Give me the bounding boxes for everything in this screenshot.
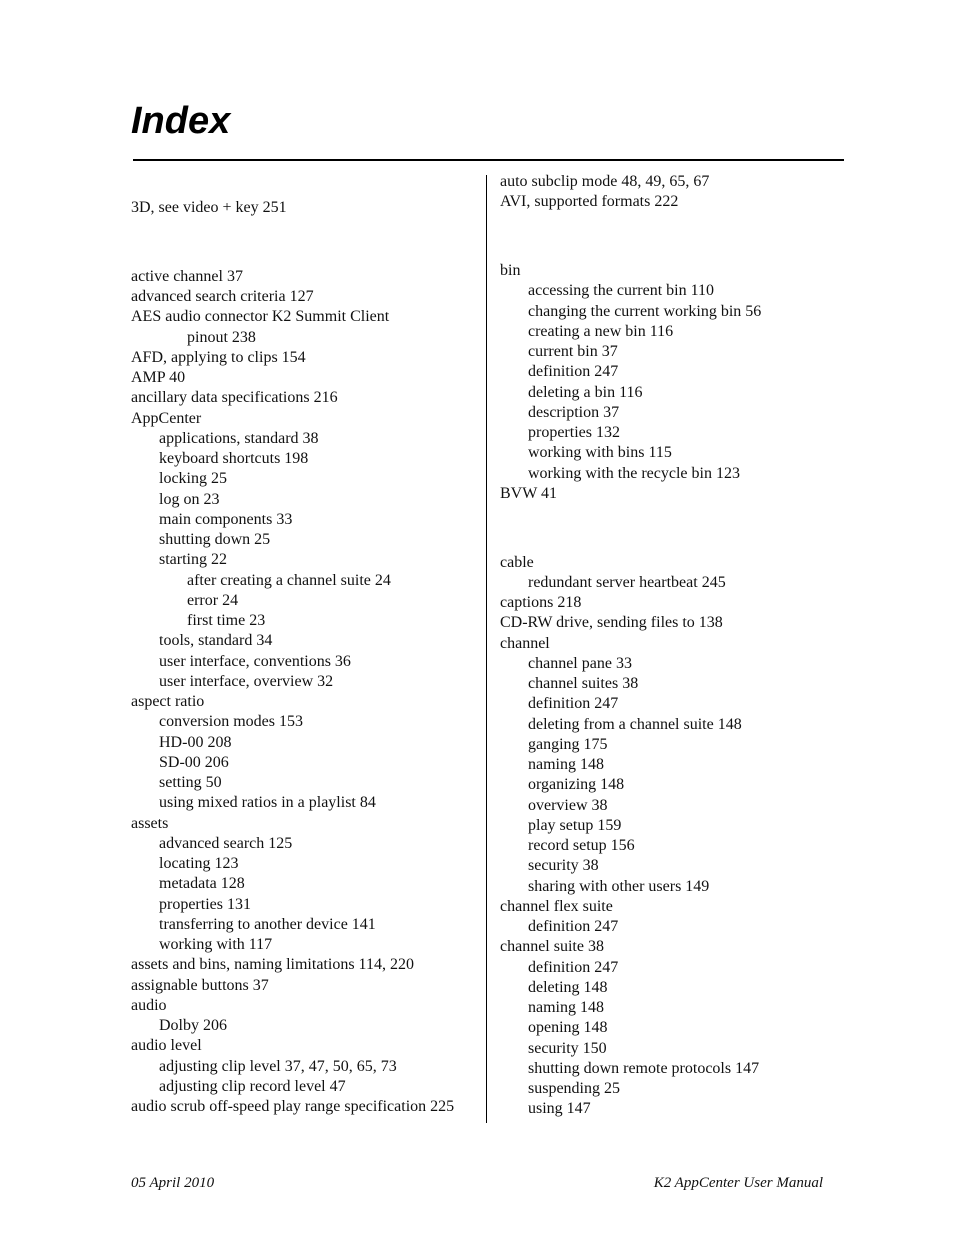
- index-entry: audio: [131, 996, 167, 1014]
- index-entry: assets: [131, 814, 169, 832]
- index-subentry: properties 132: [528, 424, 620, 442]
- index-subentry: properties 131: [159, 895, 251, 913]
- index-subentry: definition 247: [528, 958, 619, 976]
- index-gap: [500, 213, 840, 262]
- index-column-right: [500, 172, 840, 1120]
- index-subentry: locating 123: [159, 855, 239, 873]
- index-subentry: main components 33: [159, 510, 293, 528]
- index-subentry: using 147: [528, 1100, 591, 1118]
- index-entry: assets and bins, naming limitations 114, 220: [131, 956, 414, 974]
- index-entry: captions 218: [500, 594, 582, 612]
- title-rule: [133, 159, 844, 161]
- index-subentry: tools, standard 34: [159, 632, 273, 650]
- index-subentry: suspending 25: [528, 1080, 620, 1098]
- index-entry: advanced search criteria 127: [131, 288, 314, 306]
- index-subentry: working with bins 115: [528, 444, 672, 462]
- index-subentry: adjusting clip level 37, 47, 50, 65, 73: [159, 1057, 397, 1075]
- index-entry: ancillary data specifications 216: [131, 389, 338, 407]
- index-subentry: SD-00 206: [159, 753, 229, 771]
- index-subentry: definition 247: [528, 363, 619, 381]
- index-subentry: opening 148: [528, 1019, 608, 1037]
- index-entry: AES audio connector K2 Summit Client: [131, 308, 390, 326]
- index-entry: assignable buttons 37: [131, 976, 269, 994]
- index-gap: [131, 218, 481, 267]
- footer-manual-title: K2 AppCenter User Manual: [653, 1175, 823, 1191]
- index-subentry: after creating a channel suite 24: [187, 571, 391, 589]
- index-subentry: naming 148: [528, 999, 604, 1017]
- index-subentry: definition 247: [528, 918, 619, 936]
- index-subentry: sharing with other users 149: [528, 877, 710, 895]
- index-subentry: definition 247: [528, 695, 619, 713]
- index-subentry: creating a new bin 116: [528, 322, 674, 340]
- index-subentry: transferring to another device 141: [159, 915, 376, 933]
- index-subentry: naming 148: [528, 756, 604, 774]
- index-subentry: user interface, conventions 36: [159, 652, 351, 670]
- index-subentry: log on 23: [159, 490, 220, 508]
- index-subentry: Dolby 206: [159, 1017, 227, 1035]
- index-subentry: current bin 37: [528, 343, 618, 361]
- page-title: Index: [131, 100, 231, 142]
- index-entry: audio scrub off-speed play range specification 225: [131, 1098, 455, 1116]
- index-entry: channel flex suite: [500, 897, 613, 915]
- index-subentry: channel pane 33: [528, 654, 632, 672]
- index-subentry: using mixed ratios in a playlist 84: [159, 794, 376, 812]
- index-subentry: adjusting clip record level 47: [159, 1077, 346, 1095]
- index-column-left: [131, 198, 481, 1117]
- index-gap: [500, 504, 840, 553]
- index-subentry: security 38: [528, 857, 599, 875]
- index-subentry: applications, standard 38: [159, 429, 319, 447]
- index-subentry: working with 117: [159, 936, 273, 954]
- index-entry: AMP 40: [131, 369, 186, 387]
- index-subentry: overview 38: [528, 796, 608, 814]
- index-subentry: deleting 148: [528, 978, 608, 996]
- index-entry: BVW 41: [500, 484, 558, 502]
- index-entry: auto subclip mode 48, 49, 65, 67: [500, 173, 710, 190]
- index-subentry: pinout 238: [187, 328, 256, 346]
- column-divider: [486, 175, 487, 1123]
- index-entry: CD-RW drive, sending files to 138: [500, 614, 723, 632]
- index-subentry: deleting a bin 116: [528, 383, 643, 401]
- index-subentry: shutting down remote protocols 147: [528, 1059, 760, 1077]
- index-entry: bin: [500, 262, 521, 280]
- index-subentry: accessing the current bin 110: [528, 282, 715, 300]
- index-subentry: keyboard shortcuts 198: [159, 450, 309, 468]
- index-subentry: organizing 148: [528, 776, 625, 794]
- index-subentry: record setup 156: [528, 837, 635, 855]
- index-entry: AFD, applying to clips 154: [131, 348, 306, 366]
- index-subentry: shutting down 25: [159, 531, 271, 549]
- index-entry: AppCenter: [131, 409, 202, 427]
- index-subentry: redundant server heartbeat 245: [528, 573, 726, 591]
- index-subentry: first time 23: [187, 612, 266, 630]
- index-entry: channel: [500, 634, 550, 652]
- index-entry: cable: [500, 553, 534, 571]
- index-subentry: ganging 175: [528, 735, 608, 753]
- index-subentry: setting 50: [159, 774, 222, 792]
- index-subentry: deleting from a channel suite 148: [528, 715, 742, 733]
- index-subentry: changing the current working bin 56: [528, 302, 762, 320]
- footer-date: 05 April 2010: [131, 1175, 215, 1191]
- index-subentry: description 37: [528, 403, 620, 421]
- index-entry: AVI, supported formats 222: [500, 193, 679, 211]
- index-entry: 3D, see video + key 251: [131, 199, 287, 216]
- index-subentry: security 150: [528, 1039, 607, 1057]
- index-subentry: locking 25: [159, 470, 227, 488]
- index-subentry: error 24: [187, 591, 239, 609]
- index-subentry: metadata 128: [159, 875, 245, 893]
- index-subentry: advanced search 125: [159, 834, 293, 852]
- index-subentry: conversion modes 153: [159, 713, 303, 731]
- index-subentry: HD-00 208: [159, 733, 232, 751]
- index-entry: aspect ratio: [131, 693, 205, 711]
- index-subentry: user interface, overview 32: [159, 672, 334, 690]
- index-subentry: starting 22: [159, 551, 227, 569]
- index-subentry: play setup 159: [528, 816, 622, 834]
- index-entry: audio level: [131, 1037, 202, 1055]
- index-subentry: channel suites 38: [528, 675, 639, 693]
- index-entry: channel suite 38: [500, 938, 604, 956]
- index-entry: active channel 37: [131, 267, 243, 285]
- index-subentry: working with the recycle bin 123: [528, 464, 740, 482]
